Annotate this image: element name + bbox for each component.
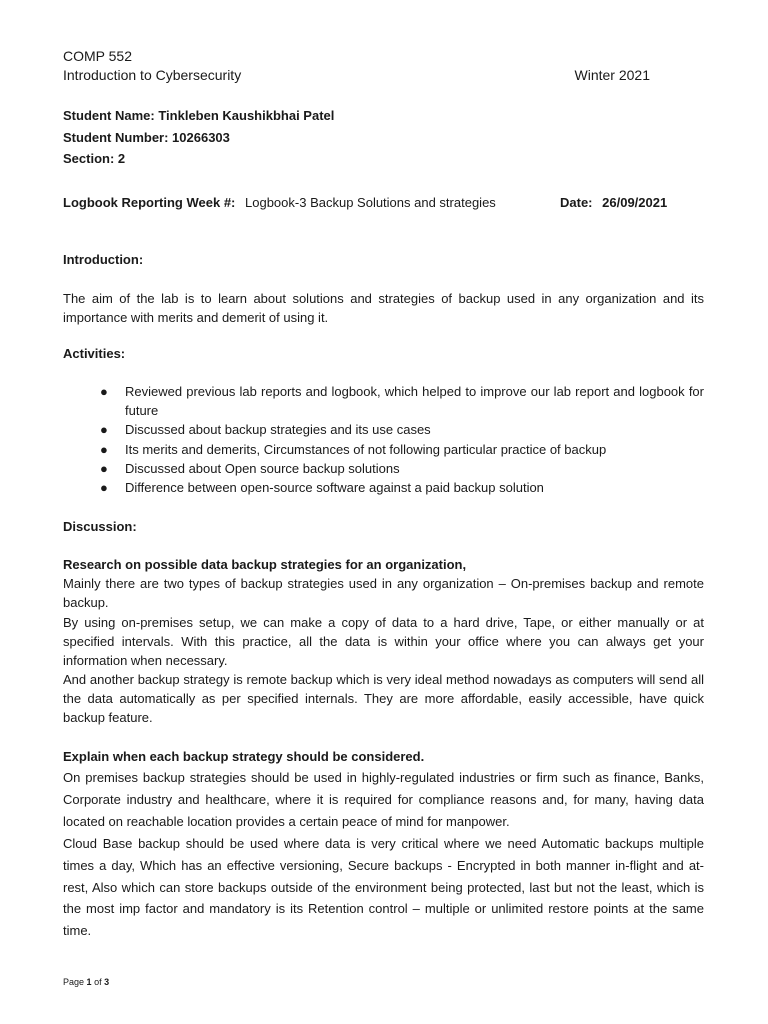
discussion-heading: Discussion:	[63, 519, 137, 534]
research-heading: Research on possible data backup strategies for an organization,	[63, 557, 467, 572]
section: Section: 2	[63, 151, 126, 166]
activities-list	[63, 382, 704, 497]
logbook-date	[560, 194, 667, 212]
explain-paragraph: On premises backup strategies should be used in highly-regulated industries or firm such as finance, Banks, Corporate industry and healthcare, where it is required for compliance reasons and, for many, having data located on reachable location provides a certain peace of mind for manpower.	[63, 770, 704, 829]
explain-heading: Explain when each backup strategy should be considered.	[63, 749, 425, 764]
bullet-icon: ●	[100, 441, 108, 457]
research-paragraph: By using on-premises setup, we can make a copy of data to a hard drive, Tape, or either manually or at specified intervals. With this practice, all the data is within your office where you can always get your information when necessary.	[63, 615, 704, 669]
footer-page-word: Page	[63, 977, 85, 987]
footer-of-word: of	[94, 977, 102, 987]
course-line	[63, 66, 650, 84]
student-name: Student Name: Tinkleben Kaushikbhai Patel	[63, 108, 335, 123]
bullet-icon: ●	[100, 460, 108, 476]
course-code: COMP 552	[63, 48, 132, 64]
list-item: ● Discussed about Open source backup solutions	[63, 459, 704, 478]
student-number: Student Number: 10266303	[63, 130, 230, 145]
list-item: ● Reviewed previous lab reports and logbook, which helped to improve our lab report and logbook for future	[100, 384, 704, 419]
bullet-icon: ●	[100, 384, 108, 399]
research-paragraph: Mainly there are two types of backup strategies used in any organization – On-premises backup and remote backup.	[63, 576, 704, 611]
research-paragraph: And another backup strategy is remote backup which is very ideal method nowadays as computers will send all the data automatically as per specified internals. They are more affordable, easily accessible, have quick backup feature.	[63, 672, 704, 726]
list-item: ● Discussed about backup strategies and its use cases	[63, 420, 704, 439]
list-item: ● Difference between open-source software against a paid backup solution	[63, 478, 704, 497]
date-label: Date:	[560, 195, 593, 210]
bullet-icon: ●	[100, 422, 108, 438]
footer-page-total: 3	[104, 977, 110, 987]
course-name: Introduction to Cybersecurity	[63, 67, 242, 83]
date-value: 26/09/2021	[602, 195, 668, 210]
introduction-heading: Introduction:	[63, 252, 144, 267]
logbook-title: Logbook-3 Backup Solutions and strategies	[245, 195, 496, 210]
list-item: ● Its merits and demerits, Circumstances of not following particular practice of backup	[63, 440, 704, 459]
page-footer	[63, 976, 109, 988]
term: Winter 2021	[574, 67, 650, 83]
footer-page-current: 1	[86, 977, 92, 987]
logbook-line	[63, 194, 703, 212]
explain-paragraph: Cloud Base backup should be used where data is very critical where we need Automatic backups multiple times a day, Which has an effective versioning, Secure backups - Encrypted in both manner in-flight and at-rest, Also which can store backups outside of the environment being protected, last but not the least, which is the most imp factor and mandatory is its Retention control – multiple or unlimited restore points at the same time.	[63, 836, 704, 939]
introduction-text: The aim of the lab is to learn about solutions and strategies of backup used in any organization and its importance with merits and demerit of using it.	[63, 291, 704, 326]
activities-heading: Activities:	[63, 346, 126, 361]
bullet-icon: ●	[100, 480, 108, 496]
logbook-label: Logbook Reporting Week #:	[63, 195, 236, 210]
